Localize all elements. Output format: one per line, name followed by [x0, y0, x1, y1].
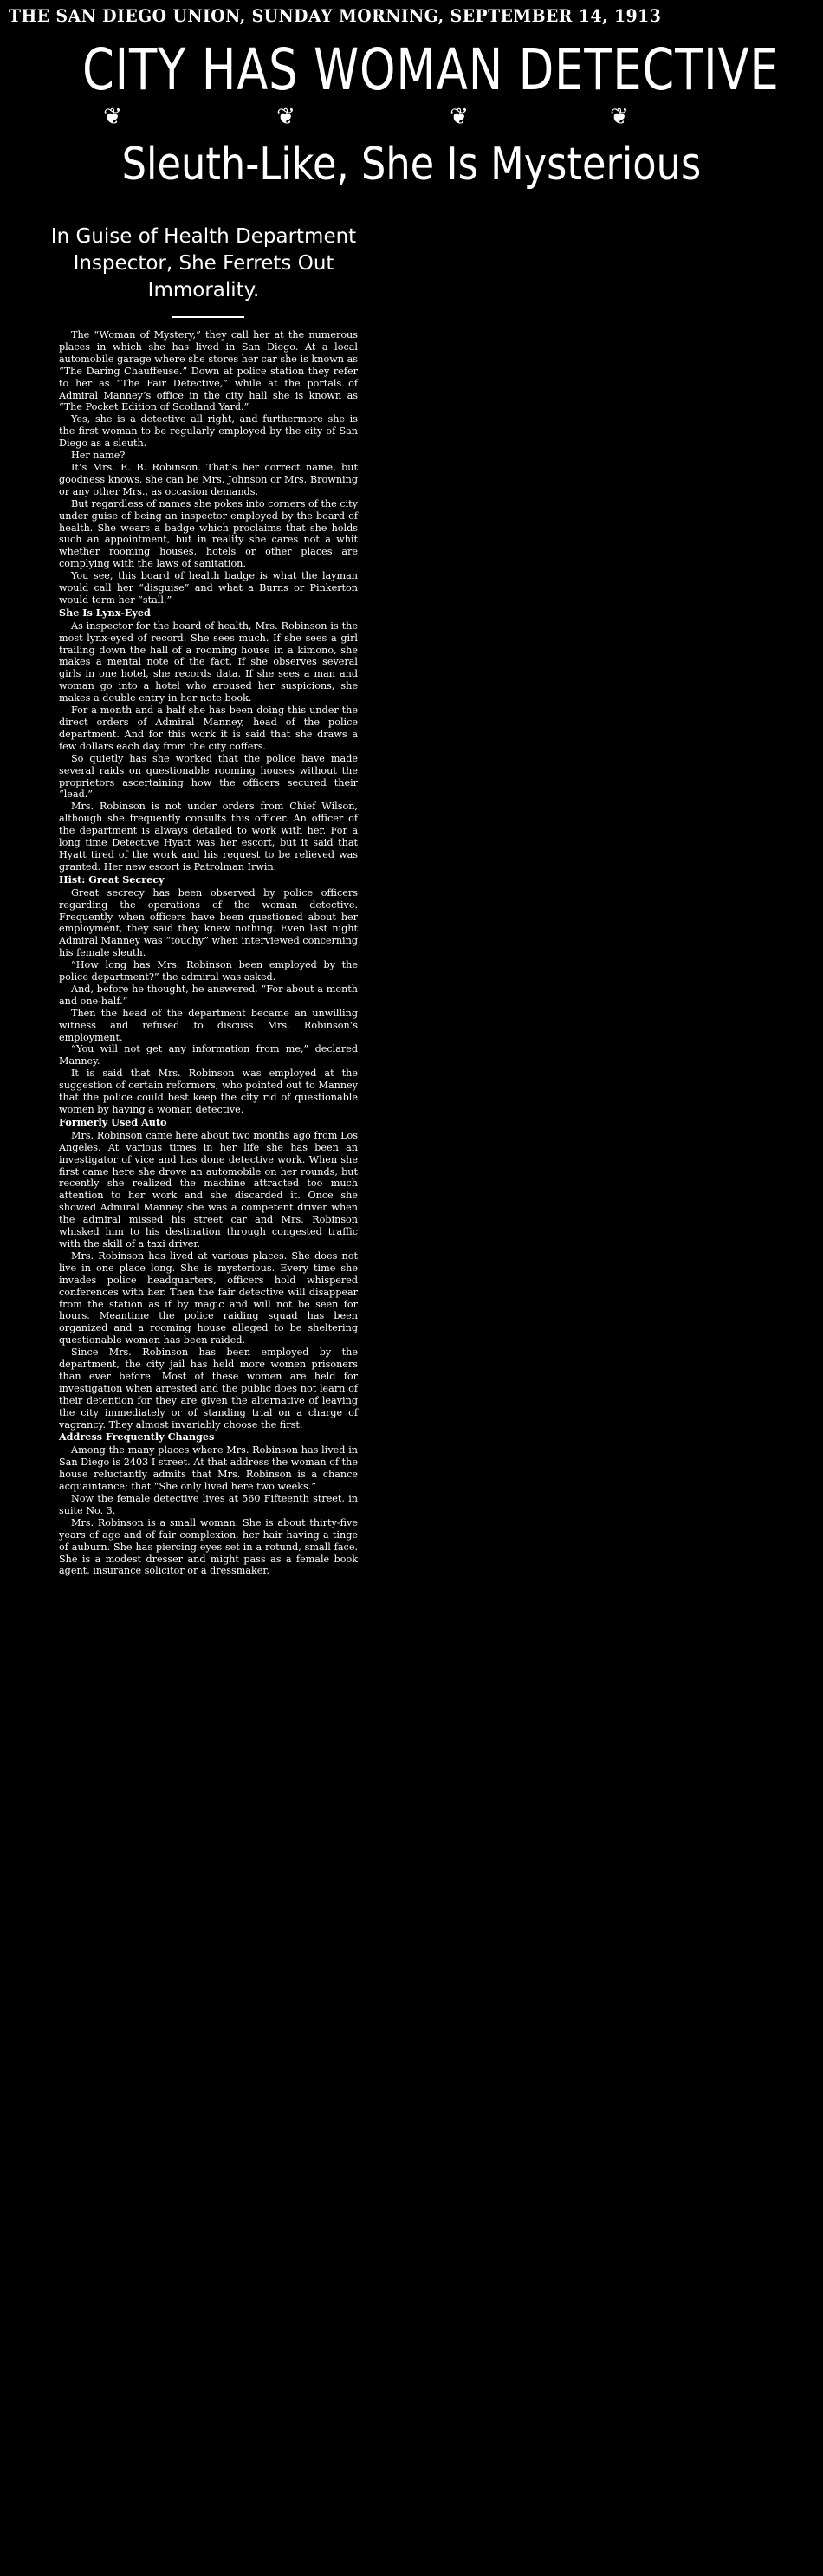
article-paragraph: For a month and a half she has been doing this under the direct orders of Admiral Manney, head of the police department. And for this work it is said that she draws a few dollars each day from the city coffers.: [59, 704, 358, 752]
article-paragraph: Since Mrs. Robinson has been employed by the department, the city jail has held more women prisoners than ever before. Most of these women are held for investigation when arrested and the public does not learn of their detention for they are given the alternative of leaving the city immediately or of standing trial on a charge of vagrancy. They almost invariably choose the first.: [59, 1346, 358, 1431]
article-paragraph: Among the many places where Mrs. Robinson has lived in San Diego is 2403 I street. At that address the woman of the house reluctantly admits that Mrs. Robinson is a chance acquaintance; that “She only lived here two weeks.”: [59, 1444, 358, 1493]
article-paragraph: Then the head of the department became an unwilling witness and refused to discuss Mrs. Robinson’s employment.: [59, 1007, 358, 1043]
article-paragraph: The “Woman of Mystery,” they call her at the numerous places in which she has lived in San Diego. At a local automobile garage where she stores her car she is known as “The Daring Chauffeuse.” Down at police station they refer to her as “The Fair Detective,” while at the portals of Admiral Manney’s office in the city hall she is known as “The Pocket Edition of Scotland Yard.”: [59, 329, 358, 413]
article-paragraph: It’s Mrs. E. B. Robinson. That’s her correct name, but goodness knows, she can be Mrs. Johnson or Mrs. Browning or any other Mrs., as occasion demands.: [59, 461, 358, 497]
divider-rule: [172, 316, 244, 318]
scroll-ornament-icon: ❦: [103, 104, 122, 130]
article-paragraph: You see, this board of health badge is what the layman would call her “disguise” and what a Burns or Pinkerton would term her “stall.”: [59, 570, 358, 606]
article-paragraph: Now the female detective lives at 560 Fifteenth street, in suite No. 3.: [59, 1493, 358, 1516]
article-paragraph: As inspector for the board of health, Mrs. Robinson is the most lynx-eyed of record. She sees much. If she sees a girl trailing down the hall of a rooming house in a kimono, she makes a mental note of the fact. If she observes several girls in one hotel, she records data. If she sees a man and woman go into a hotel who aroused her suspicions, she makes a double entry in her note book.: [59, 620, 358, 704]
section-subhead: Address Frequently Changes: [59, 1431, 215, 1444]
article-paragraph: Mrs. Robinson is not under orders from Chief Wilson, although she frequently consults this officer. An officer of the department is always detailed to work with her. For a long time Detective Hyatt was her escort, but it said that Hyatt tired of the work and his request to be relieved was granted. Her new escort is Patrolman Irwin.: [59, 801, 358, 873]
headline: CITY HAS WOMAN DETECTIVE: [82, 36, 780, 103]
article-paragraph: Mrs. Robinson has lived at various places. She does not live in one place long. She is mysterious. Every time she invades police headquarters, officers hold whispered conferences with her. Then the fair detective will disappear from the station as if by magic and will not be seen for hours. Meantime the police raiding squad has been organized and a rooming house alleged to be sheltering questionable women has been raided.: [59, 1249, 358, 1346]
scroll-ornament-icon: ❦: [450, 104, 469, 130]
article-body: [59, 329, 358, 1577]
article-paragraph: It is said that Mrs. Robinson was employed at the suggestion of certain reformers, who pointed out to Manney that the police could best keep the city rid of questionable women by having a woman detective.: [59, 1067, 358, 1115]
article-paragraph: Yes, she is a detective all right, and furthermore she is the first woman to be regularly employed by the city of San Diego as a sleuth.: [59, 413, 358, 450]
masthead: THE SAN DIEGO UNION, SUNDAY MORNING, SEPTEMBER 14, 1913: [9, 5, 662, 26]
deck: In Guise of Health Department Inspector, She Ferrets Out Immorality.: [50, 225, 357, 302]
section-subhead: She Is Lynx-Eyed: [59, 606, 151, 619]
section-subhead: Hist: Great Secrecy: [59, 873, 165, 886]
article-paragraph: “How long has Mrs. Robinson been employed by the police department?” the admiral was asked.: [59, 959, 358, 983]
ornament-row: [0, 104, 823, 133]
subheadline: Sleuth-Like, She Is Mysterious: [121, 139, 702, 191]
section-subhead: Formerly Used Auto: [59, 1115, 167, 1128]
article-paragraph: So quietly has she worked that the police have made several raids on questionable rooming houses without the proprietors ascertaining how the officers secured their “lead.”: [59, 752, 358, 801]
article-paragraph: But regardless of names she pokes into corners of the city under guise of being an inspector employed by the board of health. She wears a badge which proclaims that she holds such an appointment, but in reality she cares not a whit whether rooming houses, hotels or other places are complying with the laws of sanitation.: [59, 497, 358, 570]
article-paragraph: Her name?: [71, 450, 126, 462]
article-paragraph: Mrs. Robinson is a small woman. She is about thirty-five years of age and of fair complexion, her hair having a tinge of auburn. She has piercing eyes set in a rotund, small face. She is a modest dresser and might pass as a female book agent, insurance solicitor or a dressmaker.: [59, 1516, 358, 1577]
article-paragraph: And, before he thought, he answered, “For about a month and one-half.”: [59, 983, 358, 1007]
article-paragraph: Mrs. Robinson came here about two months ago from Los Angeles. At various times in her life she has been an investigator of vice and has done detective work. When she first came here she drove an automobile on her rounds, but recently she realized the machine attracted too much attention to her work and she discarded it. Once she showed Admiral Manney she was a competent driver when the admiral missed his street car and Mrs. Robinson whisked him to his destination through congested traffic with the skill of a taxi driver.: [59, 1129, 358, 1249]
scroll-ornament-icon: ❦: [610, 104, 629, 130]
article-paragraph: Great secrecy has been observed by police officers regarding the operations of the woman detective. Frequently when officers have been questioned about her employment, they said they knew nothing. Even last night Admiral Manney was “touchy” when interviewed concerning his female sleuth.: [59, 886, 358, 959]
scroll-ornament-icon: ❦: [276, 104, 295, 130]
article-paragraph: “You will not get any information from me,” declared Manney.: [59, 1043, 358, 1067]
